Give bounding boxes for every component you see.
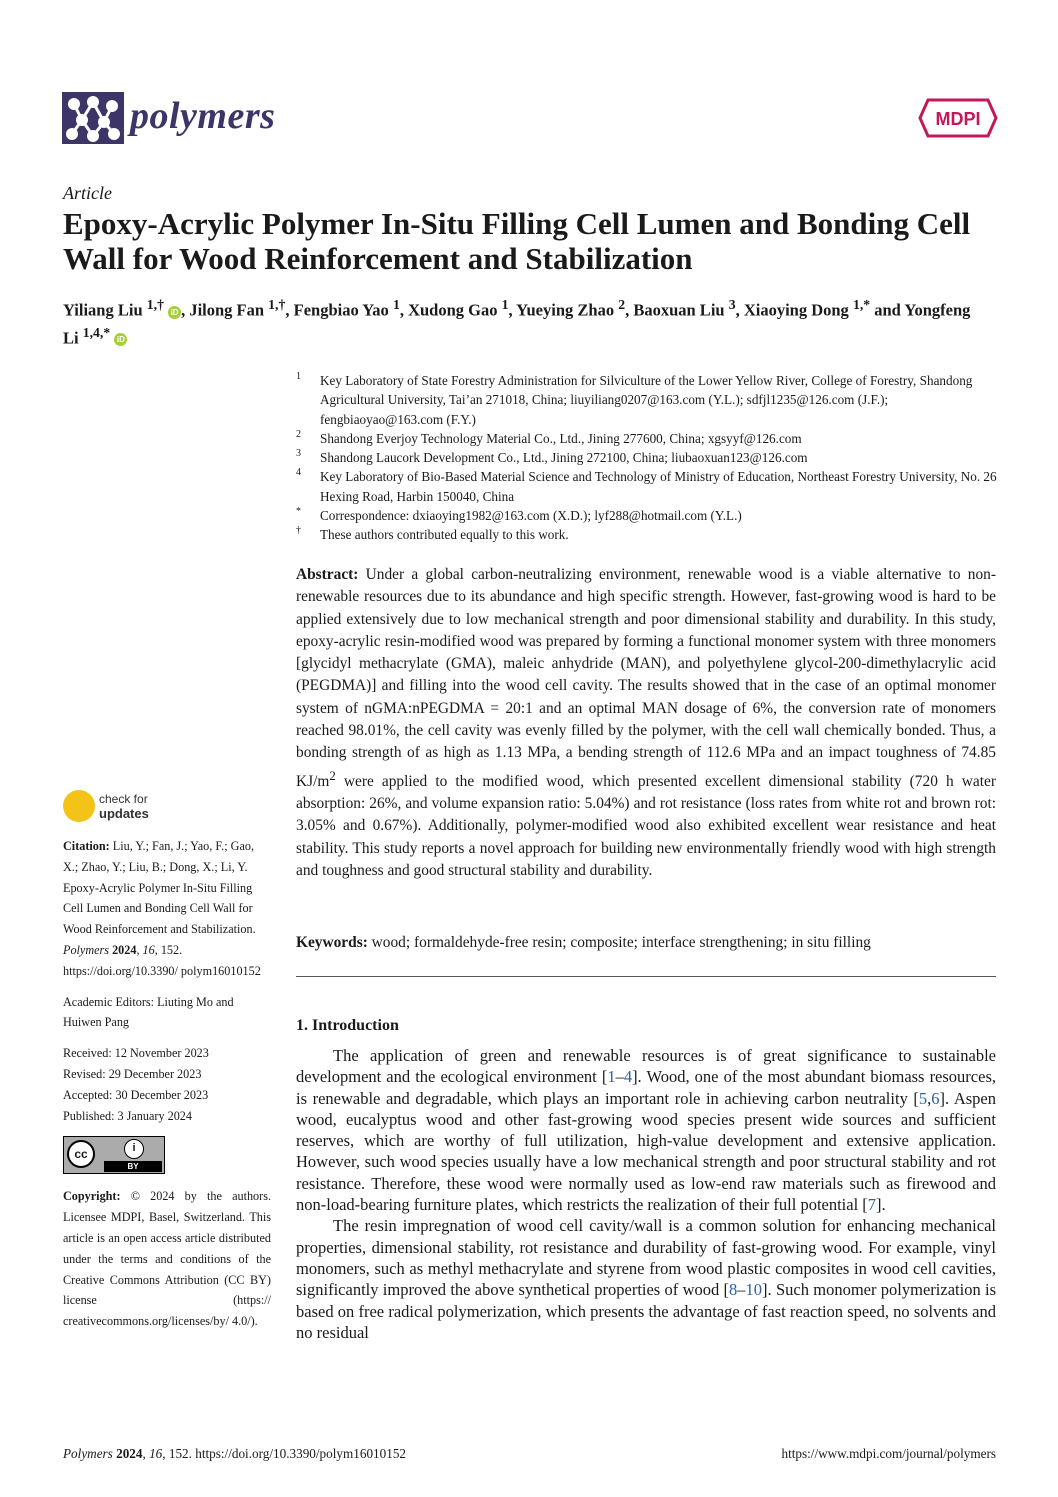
author-name: Yueying Zhao bbox=[516, 300, 619, 320]
dates bbox=[63, 1043, 271, 1126]
by-label: BY bbox=[104, 1161, 162, 1172]
affiliation-text: Correspondence: dxiaoying1982@163.com (X.D.); lyf288@hotmail.com (Y.L.) bbox=[320, 508, 742, 524]
affiliation-text: Key Laboratory of Bio-Based Material Science and Technology of Ministry of Education, Northeast Forestry University, No. 26 Hexing Road, Harbin 150040, China bbox=[320, 469, 997, 504]
author-name: Baoxuan Liu bbox=[633, 300, 729, 320]
footer-citation: Polymers 2024, 16, 152. https://doi.org/10.3390/polym16010152 bbox=[63, 1446, 407, 1461]
author-affiliation-mark: 1,† bbox=[268, 297, 286, 312]
affiliation-text: Shandong Laucork Development Co., Ltd., Jining 272100, China; liubaoxuan123@126.com bbox=[320, 450, 808, 466]
affiliation-item bbox=[296, 371, 1001, 429]
citation-year: 2024 bbox=[112, 942, 137, 957]
author-name: Xudong Gao bbox=[408, 300, 502, 320]
author-affiliation-mark: 1,* bbox=[852, 297, 871, 312]
footer-journal: Polymers bbox=[63, 1446, 113, 1461]
author-name: Jilong Fan bbox=[189, 300, 269, 320]
revised-date: Revised: 29 December 2023 bbox=[63, 1066, 202, 1081]
attribution-person-icon: i bbox=[124, 1139, 144, 1159]
publisher-logo-text: MDPI bbox=[935, 109, 981, 129]
check-updates-icon bbox=[63, 790, 95, 822]
citation-doi-link[interactable]: , 152. https://doi.org/10.3390/ polym16010152 bbox=[63, 942, 261, 978]
check-updates-line2: updates bbox=[99, 806, 149, 821]
author-and: and bbox=[870, 300, 905, 320]
orcid-icon[interactable]: iD bbox=[168, 306, 181, 319]
keywords bbox=[296, 932, 996, 954]
author-name: Xiaoying Dong bbox=[743, 300, 853, 320]
keywords-label: Keywords: bbox=[296, 934, 368, 951]
reference-link[interactable]: 5 bbox=[918, 1088, 928, 1108]
affiliation-item bbox=[296, 448, 1001, 467]
paragraph: The resin impregnation of wood cell cavity/wall is a common solution for enhancing mechanical properties, dimensional stability, rot resistance and durability of fast-growing wood. For example, vinyl monomers, such as methyl methacrylate and styrene from wood plastic composites in wood cell cavities, significantly improved the above synthetical properties of wood [8–10]. Such monomer polymerization is based on free radical polymerization, which presents the advantage of fast reaction speed, no solvents and no residual bbox=[296, 1216, 996, 1342]
author-list: Yiliang Liu $^{1,\dagger}$ iD , Jilong Fan $^{1,\dagger}$, Fengbiao Yao $^1$, Xudong Gao $^1$, Yueying Zhao $^2$, Baoxuan Liu $^3$, Xiaoying Dong $^{1,*}$ and Yongfeng Li $^{1,4,*}$ iD bbox=[63, 297, 971, 347]
abstract bbox=[296, 564, 996, 882]
orcid-icon[interactable]: iD bbox=[114, 333, 127, 346]
copyright bbox=[63, 1186, 271, 1332]
abstract-text-a: Under a global carbon-neutralizing environment, renewable wood is a viable alternative to non-renewable resources due to its abundance and high specific strength. However, fast-growing wood is hard to be applied extensively due to low mechanical strength and poor dimensional stability and durability. In this study, epoxy-acrylic resin-modified wood was prepared by forming a functional monomer system with three monomers [glycidyl methacrylate (GMA), maleic anhydride (MAN), and polyethylene glycol-200-dimethylacrylic acid (PEGDMA)] and filling into the wood cell cavity. The results showed that in the case of an optimal monomer system of nGMA:nPEGDMA = 20:1 and an optimal MAN dosage of 6%, the conversion rate of monomers reached 98.01%, the cell cavity was evenly filled by the polymer, with the cell wall chemically bonded. Thus, a bonding strength of as high as 1.13 MPa, a bending strength of 112.6 MPa and an impact toughness of 74.85 KJ/m bbox=[296, 566, 996, 790]
reference-link[interactable]: 1 bbox=[607, 1067, 616, 1087]
author-name: Fengbiao Yao bbox=[293, 300, 393, 320]
reference-link[interactable]: 10 bbox=[745, 1280, 763, 1300]
academic-editors: Academic Editors: Liuting Mo and Huiwen Pang bbox=[63, 994, 234, 1030]
accepted-date: Accepted: 30 December 2023 bbox=[63, 1087, 209, 1102]
affiliation-text: These authors contributed equally to this work. bbox=[320, 527, 569, 543]
abstract-label: Abstract: bbox=[296, 566, 359, 583]
affiliation-mark: 4 bbox=[296, 467, 301, 479]
published-date: Published: 3 January 2024 bbox=[63, 1108, 192, 1123]
affiliation-item bbox=[296, 429, 1001, 448]
footer-volume: 16 bbox=[149, 1446, 163, 1461]
mdpi-hexagon-icon[interactable] bbox=[918, 98, 998, 138]
citation: Citation: Liu, Y.; Fan, J.; Yao, F.; Gao, X.; Zhao, Y.; Liu, B.; Dong, X.; Li, Y. Epoxy-Acrylic Polymer In-Situ Filling Cell Lumen and Bonding Cell Wall for Wood Reinforcement and Stabilization. Polymers 2024, 16, 152. https://doi.org/10.3390/ polym16010152 bbox=[63, 839, 261, 978]
journal-name: polymers bbox=[130, 95, 276, 137]
citation-text: Liu, Y.; Fan, J.; Yao, F.; Gao, X.; Zhao, Y.; Liu, B.; Dong, X.; Li, Y. Epoxy-Acrylic Polymer In-Situ Filling Cell Lumen and Bonding Cell Wall for Wood Reinforcement and Stabilization. bbox=[63, 839, 256, 937]
sidebar bbox=[63, 836, 271, 1342]
affiliation-mark: 3 bbox=[296, 448, 301, 460]
citation-label: Citation: bbox=[63, 839, 110, 853]
copyright-label: Copyright: bbox=[63, 1189, 121, 1204]
section-divider bbox=[296, 976, 996, 977]
cc-by-license-badge[interactable] bbox=[63, 1136, 165, 1174]
reference-link[interactable]: 8 bbox=[729, 1280, 738, 1300]
affiliation-mark: * bbox=[296, 506, 301, 518]
affiliation-text: Shandong Everjoy Technology Material Co., Ltd., Jining 277600, China; xgsyyf@126.com bbox=[320, 430, 802, 446]
abstract-text-b: were applied to the modified wood, which presented excellent dimensional stability (720 h water absorption: 26%, and volume expansion ratio: 5.04%) and rot resistance (loss rates from white rot and brown rot: 3.05% and 0.67%). Additionally, polymer-modified wood also exhibited excellent wear resistance and heat stability. This study reports a novel approach for building new environmentally friendly wood with high strength and toughness and good structural stability and durability. bbox=[296, 772, 996, 879]
affiliations bbox=[296, 371, 1001, 545]
author-affiliation-mark: 1 bbox=[392, 297, 400, 312]
author-affiliation-mark: 1,4,* bbox=[82, 324, 111, 340]
section-heading: 1. Introduction bbox=[296, 1017, 399, 1034]
affiliation-mark: 2 bbox=[296, 428, 301, 440]
reference-link[interactable]: 6 bbox=[931, 1088, 940, 1108]
author-name: Yiliang Liu bbox=[63, 300, 147, 320]
received-date: Received: 12 November 2023 bbox=[63, 1046, 209, 1061]
polymers-molecule-icon bbox=[62, 92, 124, 144]
citation-volume: 16 bbox=[142, 942, 155, 957]
author-affiliation-mark: 1 bbox=[501, 297, 509, 312]
paper-title: Epoxy-Acrylic Polymer In-Situ Filling Cell Lumen and Bonding Cell Wall for Wood Reinforcement and Stabilization bbox=[63, 206, 971, 276]
check-updates-line1: check for bbox=[99, 792, 148, 806]
footer-journal-url[interactable]: https://www.mdpi.com/journal/polymers bbox=[781, 1446, 996, 1461]
footer-year: 2024 bbox=[116, 1446, 143, 1461]
author-affiliation-mark: 2 bbox=[618, 297, 626, 312]
reference-link[interactable]: 7 bbox=[867, 1195, 877, 1215]
affiliation-item bbox=[296, 506, 1001, 525]
check-for-updates-button[interactable] bbox=[63, 790, 183, 826]
affiliation-mark: 1 bbox=[296, 371, 301, 382]
affiliation-text: Key Laboratory of State Forestry Administration for Silviculture of the Lower Yellow River, College of Forestry, Shandong Agricultural University, Tai’an 271018, China; liuyiliang0207@163.com (Y.L.); sdfjl1235@126.com (J.F.); fengbiaoyao@163.com (F.Y.) bbox=[320, 373, 973, 427]
affiliation-item bbox=[296, 525, 1001, 544]
affiliation-item bbox=[296, 467, 1001, 506]
keywords-text: wood; formaldehyde-free resin; composite; interface strengthening; in situ filling bbox=[367, 934, 871, 951]
author-affiliation-mark: 3 bbox=[728, 297, 736, 312]
copyright-text: © 2024 by the authors. Licensee MDPI, Basel, Switzerland. This article is an open access article distributed under the terms and conditions of the Creative Commons Attribution (CC BY) license (https:// creativecommons.org/licenses/by/ 4.0/). bbox=[63, 1189, 271, 1329]
author-name: Yongfeng Li bbox=[63, 300, 971, 347]
author-affiliation-mark: 1,† bbox=[146, 297, 164, 312]
introduction-body bbox=[296, 1045, 996, 1343]
cc-icon: cc bbox=[67, 1140, 95, 1168]
reference-link[interactable]: 4 bbox=[623, 1067, 633, 1087]
footer-doi-link[interactable]: , 152. https://doi.org/10.3390/polym16010152 bbox=[162, 1446, 407, 1461]
citation-journal: Polymers bbox=[63, 942, 110, 957]
article-type: Article bbox=[63, 183, 112, 203]
abstract-sup: 2 bbox=[329, 768, 336, 783]
paragraph: The application of green and renewable resources is of great significance to sustainable development and the ecological environment [1–4]. Wood, one of the most abundant biomass resources, is renewable and degradable, which plays an important role in achieving carbon neutrality [5,6]. Aspen wood, eucalyptus wood and other fast-growing wood species present wide sources and sufficient reserves, which are worthy of full utilization, high-value development and extensive application. However, such wood species usually have a low mechanical strength and poor structural stability and rot resistance. Therefore, these wood were normally used as low-end raw materials such as firewood and non-load-bearing furniture plates, which restricts the realization of their full potential [7]. bbox=[296, 1046, 996, 1215]
affiliation-mark: † bbox=[296, 525, 301, 537]
